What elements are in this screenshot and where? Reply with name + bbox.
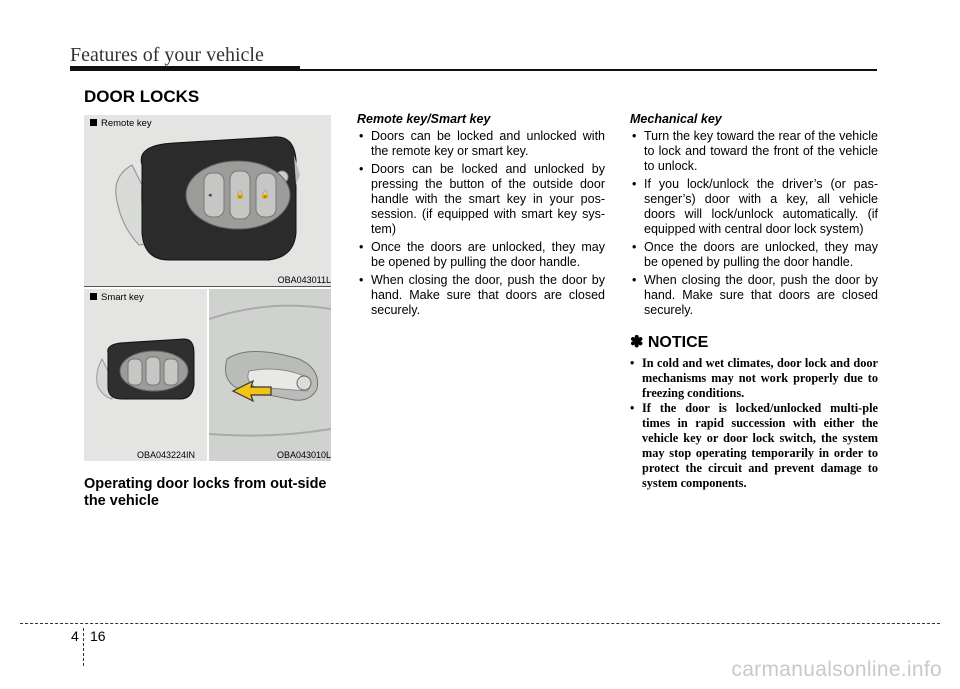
figure-divider [84, 286, 331, 287]
remote-key-figure [84, 115, 331, 286]
header-rule [300, 69, 877, 71]
remote-smart-heading: Remote key/Smart key [357, 112, 491, 126]
remote-figure-code: OBA043011L [277, 275, 331, 285]
list-item: • Once the doors are unlocked, they may be opened by pulling the door handle. [630, 240, 878, 270]
list-item: • Doors can be locked and unlocked by pressing the button of the outside door handle with the smart key in your pos-session. (if equipped with smart key sys-tem) [357, 162, 605, 237]
page-chapter: 4 [71, 628, 79, 644]
svg-text:◂: ◂ [208, 191, 212, 199]
remote-smart-section [357, 112, 605, 321]
list-item: • Doors can be locked and unlocked with the remote key or smart key. [357, 129, 605, 159]
list-item: • When closing the door, push the door by hand. Make sure that doors are closed securely. [357, 273, 605, 318]
smart-figure-code: OBA043224IN [137, 450, 196, 460]
door-handle-illustration [209, 289, 331, 461]
footer-rule [20, 623, 940, 624]
door-handle-figure [209, 289, 331, 461]
mechanical-section [630, 112, 878, 321]
list-item: • Turn the key toward the rear of the vehicle to lock and toward the front of the vehicle to unlock. [630, 129, 878, 174]
operating-heading: Operating door locks from out-side the vehicle [84, 476, 327, 509]
smart-key-figure [84, 289, 207, 461]
page-header-title: Features of your vehicle [70, 44, 264, 66]
header-bar [70, 66, 300, 71]
section-title: DOOR LOCKS [84, 87, 200, 106]
svg-text:🔒: 🔒 [235, 190, 245, 199]
remote-key-illustration [84, 115, 331, 286]
smart-key-label: Smart key [90, 292, 144, 303]
notice-box [630, 332, 878, 491]
notice-title: ✽ NOTICE [630, 334, 709, 351]
list-item: • When closing the door, push the door by hand. Make sure that doors are closed securely. [630, 273, 878, 318]
list-item: • If you lock/unlock the driver’s (or pas-senger’s) door with a key, all vehicle doors will lock/unlock automatically. (if equipped with central door lock system) [630, 177, 878, 237]
page-number: 16 [90, 628, 106, 644]
smart-key-illustration [84, 289, 207, 461]
door-figure-code: OBA043010L [276, 450, 331, 460]
list-item: • Once the doors are unlocked, they may be opened by pulling the door handle. [357, 240, 605, 270]
list-item: • If the door is locked/unlocked multi-ple times in rapid succession with either the vehicle key or door lock switch, the system may stop operating temporarily in order to protect the circuit and prevent damage to system components. [630, 401, 878, 491]
remote-smart-list [357, 129, 605, 318]
list-item: • In cold and wet climates, door lock and door mechanisms may not work properly due to freezing conditions. [630, 356, 878, 401]
footer-divider [83, 628, 84, 666]
notice-list [630, 356, 878, 491]
remote-key-label: Remote key [90, 118, 152, 129]
mechanical-heading: Mechanical key [630, 112, 722, 126]
svg-text:🔓: 🔓 [260, 190, 270, 199]
watermark: carmanualsonline.info [731, 658, 942, 681]
mechanical-list [630, 129, 878, 318]
